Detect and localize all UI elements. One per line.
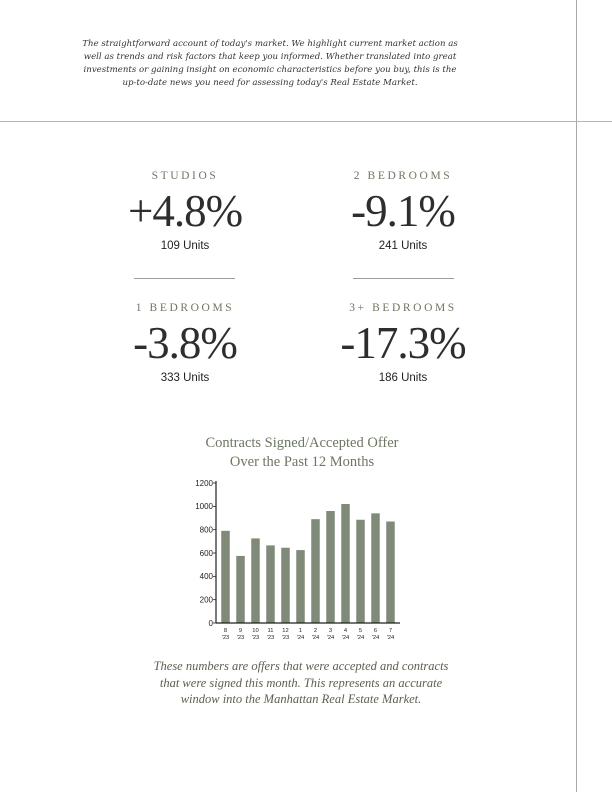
bar: [251, 538, 260, 623]
x-tick-label-year: '24: [311, 635, 320, 641]
contracts-bar-chart: [180, 476, 410, 646]
x-tick-label-month: 3: [328, 628, 333, 634]
x-tick-label-month: 5: [358, 628, 363, 634]
x-tick-label-month: 10: [252, 628, 259, 634]
bar: [311, 519, 320, 623]
bar: [266, 545, 275, 623]
bar: [236, 556, 245, 623]
bar: [386, 522, 395, 624]
y-tick-label: 0: [208, 618, 213, 628]
stat-value: -17.3%: [340, 318, 466, 368]
bar: [341, 504, 350, 623]
right-margin-rule: [576, 0, 577, 792]
x-tick-label-year: '23: [251, 635, 260, 641]
stat-divider-right: [353, 278, 454, 279]
chart-title: [150, 434, 454, 472]
y-tick-label: 200: [199, 595, 213, 605]
x-tick-label-month: 6: [373, 628, 378, 634]
stat-divider-left: [134, 278, 235, 279]
stat-two-bedrooms: [303, 170, 503, 252]
x-tick-label-year: '24: [371, 635, 380, 641]
x-tick-label-month: 4: [343, 628, 348, 634]
stat-value: -9.1%: [351, 186, 455, 236]
stat-studios: [85, 170, 285, 252]
header-divider: [0, 121, 612, 122]
bar: [356, 520, 365, 623]
stat-label: 3+ BEDROOMS: [349, 302, 457, 314]
stat-one-bedroom: [85, 302, 285, 384]
x-tick-label-year: '23: [281, 635, 290, 641]
chart-title-line-1: Contracts Signed/Accepted Offer: [205, 435, 399, 451]
x-tick-label-year: '24: [341, 635, 350, 641]
x-tick-label-year: '24: [326, 635, 335, 641]
x-tick-label-month: 12: [282, 628, 289, 634]
x-tick-label-month: 9: [238, 628, 243, 634]
chart-title-line-2: Over the Past 12 Months: [229, 454, 375, 470]
stat-value: -3.8%: [133, 318, 237, 368]
x-tick-label-month: 7: [388, 628, 393, 634]
bar: [281, 548, 290, 623]
x-tick-label-year: '23: [221, 635, 230, 641]
y-tick-label: 800: [199, 525, 213, 535]
x-tick-label-month: 8: [223, 628, 228, 634]
stat-label: 2 BEDROOMS: [353, 170, 453, 182]
x-tick-label-year: '24: [386, 635, 395, 641]
stat-label: 1 BEDROOMS: [135, 302, 235, 314]
stat-label: STUDIOS: [151, 170, 219, 182]
stat-units: 241 Units: [378, 240, 428, 252]
chart-caption: These numbers are offers that were accepted and contracts that were signed this month. This represents an accurate window into the Manhattan Real Estate Market.: [153, 659, 449, 706]
stat-units: 109 Units: [160, 240, 210, 252]
bar: [296, 550, 305, 623]
x-tick-label-month: 1: [298, 628, 303, 634]
stat-three-plus-bedrooms: [303, 302, 503, 384]
bar: [221, 531, 230, 623]
x-tick-label-year: '24: [356, 635, 365, 641]
stat-units: 333 Units: [160, 372, 210, 384]
x-tick-label-year: '23: [236, 635, 245, 641]
y-tick-label: 600: [199, 548, 213, 558]
x-tick-label-year: '23: [266, 635, 275, 641]
bar: [326, 511, 335, 623]
y-tick-label: 1200: [195, 478, 213, 488]
x-tick-label-month: 11: [267, 628, 274, 634]
intro-paragraph: The straightforward account of today's market. We highlight current market action as well as trends and risk factors that keep you informed. Whether translated into great investments or gaining insight on economic characteristics before you buy, this is the up-to-date news you need for assessing today's Real Estate Market.: [82, 39, 458, 88]
y-tick-label: 400: [199, 572, 213, 582]
x-tick-label-month: 2: [313, 628, 318, 634]
bar: [371, 513, 380, 623]
stat-value: +4.8%: [127, 186, 243, 236]
y-tick-label: 1000: [195, 502, 213, 512]
stat-units: 186 Units: [378, 372, 428, 384]
x-tick-label-year: '24: [296, 635, 305, 641]
